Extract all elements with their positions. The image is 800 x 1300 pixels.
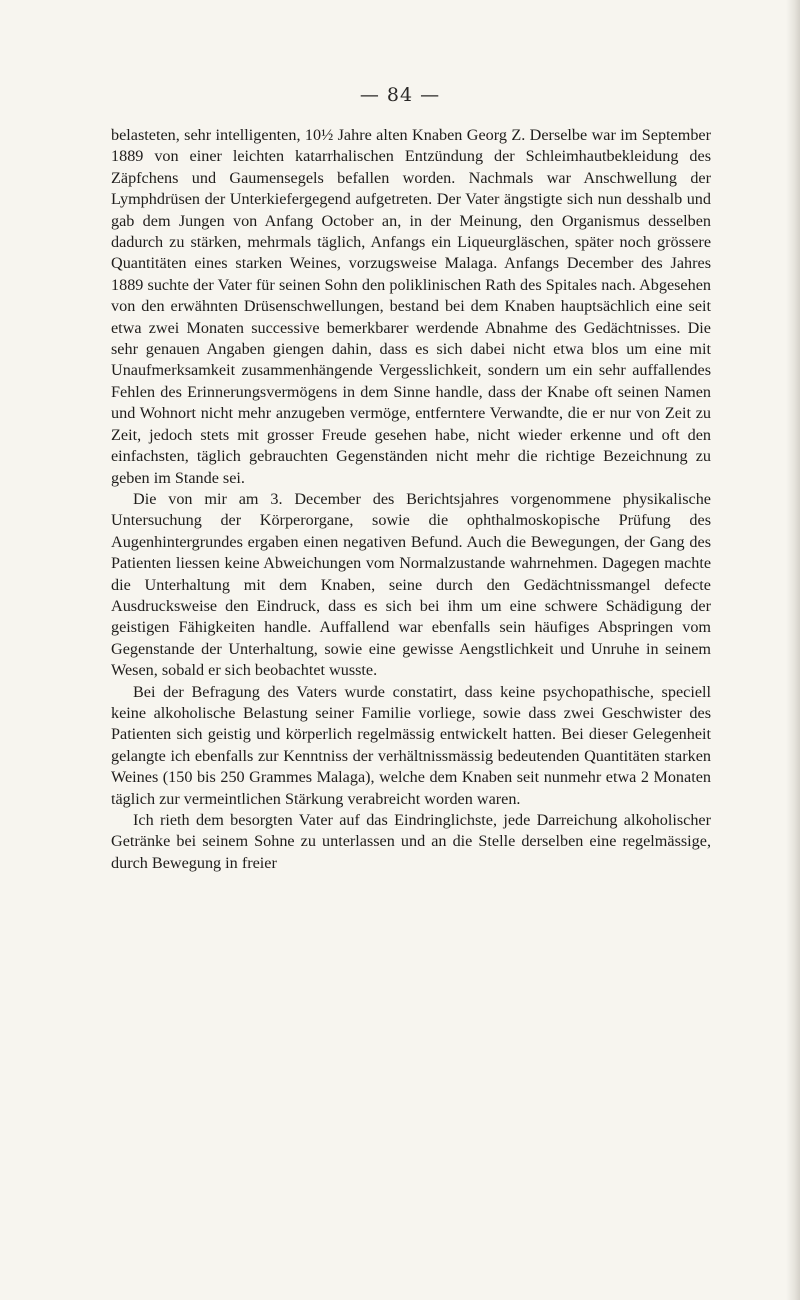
paragraph: Die von mir am 3. December des Berichtsjahres vorgenommene physikalische Untersuchung der Körperorgane, sowie die ophthalmoskopische Prüfung des Augenhintergrundes ergaben einen negativen Befund. Auch die Bewegungen, der Gang des Patienten liessen keine Abweichungen vom Normalzustande wahrnehmen. Dagegen machte die Unterhaltung mit dem Knaben, seine durch den Gedächtnissmangel defecte Ausdrucksweise den Eindruck, dass es sich bei ihm um eine schwere Schädigung der geistigen Fähigkeiten handle. Auffallend war ebenfalls sein häufiges Abspringen vom Gegenstande der Unterhaltung, sowie eine gewisse Aengstlichkeit und Unruhe in seinem Wesen, sobald er sich beobachtet wusste. [111,489,711,680]
page-number: — 84 — [359,84,441,106]
page-edge-shadow [786,0,800,1300]
paragraph: Ich rieth dem besorgten Vater auf das Eindringlichste, jede Darreichung alkoholischer Getränke bei seinem Sohne zu unterlassen und an die Stelle derselben eine regelmässige, durch Bewegung in freier [111,811,711,872]
paragraph: belasteten, sehr intelligenten, 10½ Jahre alten Knaben Georg Z. Derselbe war im September 1889 von einer leichten katarrhalischen Entzündung der Schleimhautbekleidung des Zäpfchens und Gaumensegels befallen worden. Nachmals war Anschwellung der Lymphdrüsen der Unterkiefergegend aufgetreten. Der Vater ängstigte sich nun desshalb und gab dem Jungen von Anfang October an, in der Meinung, den Organismus desselben dadurch zu stärken, mehrmals täglich, Anfangs ein Liqueurgläschen, später noch grössere Quantitäten eines starken Weines, vorzugsweise Malaga. Anfangs December des Jahres 1889 suchte der Vater für seinen Sohn den poliklinischen Rath des Spitales nach. Abgesehen von den erwähnten Drüsenschwellungen, bestand bei dem Knaben hauptsächlich eine seit etwa zwei Monaten successive bemerkbarer werdende Abnahme des Gedächtnisses. Die sehr genauen Angaben giengen dahin, dass es sich dabei nicht etwa blos um eine mit Unaufmerksamkeit zusammenhängende Vergesslichkeit, sondern um ein sehr auffallendes Fehlen des Erinnerungsvermögens in dem Sinne handle, dass der Knabe oft seinen Namen und Wohnort nicht mehr anzugeben vermöge, entferntere Verwandte, die er nur von Zeit zu Zeit, jedoch stets mit grosser Freude gesehen habe, nicht wieder erkenne und oft den einfachsten, täglich gebrauchten Gegenständen nicht mehr die richtige Bezeichnung zu geben im Stande sei. [111,126,711,487]
paragraph: Bei der Befragung des Vaters wurde constatirt, dass keine psychopathische, speciell keine alkoholische Belastung seiner Familie vorliege, sowie dass zwei Geschwister des Patienten sich geistig und körperlich regelmässig entwickelt hatten. Bei dieser Gelegenheit gelangte ich ebenfalls zur Kenntniss der verhältnissmässig bedeutenden Quantitäten starken Weines (150 bis 250 Grammes Malaga), welche dem Knaben seit nunmehr etwa 2 Monaten täglich zur vermeintlichen Stärkung verabreicht worden waren. [111,682,711,808]
body-text [111,125,711,874]
